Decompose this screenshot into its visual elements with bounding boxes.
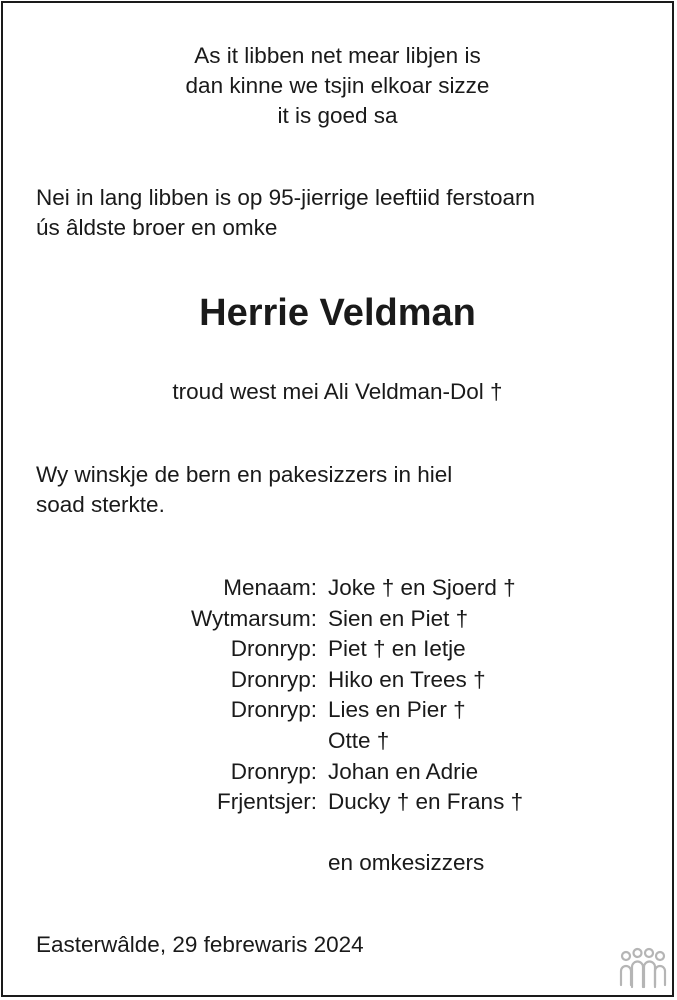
family-place: Dronryp: bbox=[230, 636, 317, 662]
family-row bbox=[3, 573, 676, 604]
family-place: Dronryp: bbox=[230, 697, 317, 723]
family-row bbox=[3, 787, 676, 818]
family-names: Sien en Piet † bbox=[328, 605, 469, 631]
family-row bbox=[3, 604, 676, 635]
obituary-card bbox=[1, 1, 674, 997]
family-list bbox=[3, 573, 676, 818]
family-row bbox=[3, 695, 676, 726]
poem-line: it is goed sa bbox=[277, 103, 398, 128]
family-place bbox=[3, 726, 317, 757]
family-place: Menaam: bbox=[223, 575, 317, 600]
family-names: Otte † bbox=[328, 727, 390, 753]
family-names: Joke † en Sjoerd † bbox=[328, 575, 516, 600]
condolence-wish bbox=[36, 460, 652, 520]
family-names: Ducky † en Frans † bbox=[328, 789, 524, 815]
poem-line: As it libben net mear libjen is bbox=[194, 43, 481, 68]
poem-line: dan kinne we tsjin elkoar sizze bbox=[185, 73, 490, 98]
poem bbox=[3, 41, 672, 131]
place-date: Easterwâlde, 29 febrewaris 2024 bbox=[36, 932, 364, 957]
family-names: Hiko en Trees † bbox=[328, 666, 486, 692]
family-row bbox=[3, 757, 676, 788]
intro-line: Nei in lang libben is op 95-jierrige leeftiid ferstoarn bbox=[36, 185, 536, 210]
wish-line: soad sterkte. bbox=[36, 492, 165, 517]
family-place: Frjentsjer: bbox=[216, 789, 317, 815]
family-names: Piet † en Ietje bbox=[328, 636, 466, 662]
people-group-icon bbox=[619, 947, 667, 991]
family-row bbox=[3, 665, 676, 696]
family-row bbox=[3, 726, 676, 757]
family-place: Dronryp: bbox=[230, 758, 317, 784]
family-extra: en omkesizzers bbox=[328, 850, 485, 875]
deceased-name: Herrie Veldman bbox=[199, 292, 476, 334]
family-names: Lies en Pier † bbox=[328, 697, 466, 723]
family-row bbox=[3, 634, 676, 665]
spouse-line: troud west mei Ali Veldman-Dol † bbox=[172, 379, 503, 404]
family-place: Dronryp: bbox=[230, 666, 317, 692]
intro-line: ús âldste broer en omke bbox=[36, 215, 278, 240]
intro-text bbox=[36, 183, 652, 243]
family-place: Wytmarsum: bbox=[190, 605, 317, 631]
wish-line: Wy winskje de bern en pakesizzers in hiel bbox=[36, 462, 453, 487]
family-names: Johan en Adrie bbox=[328, 758, 479, 784]
